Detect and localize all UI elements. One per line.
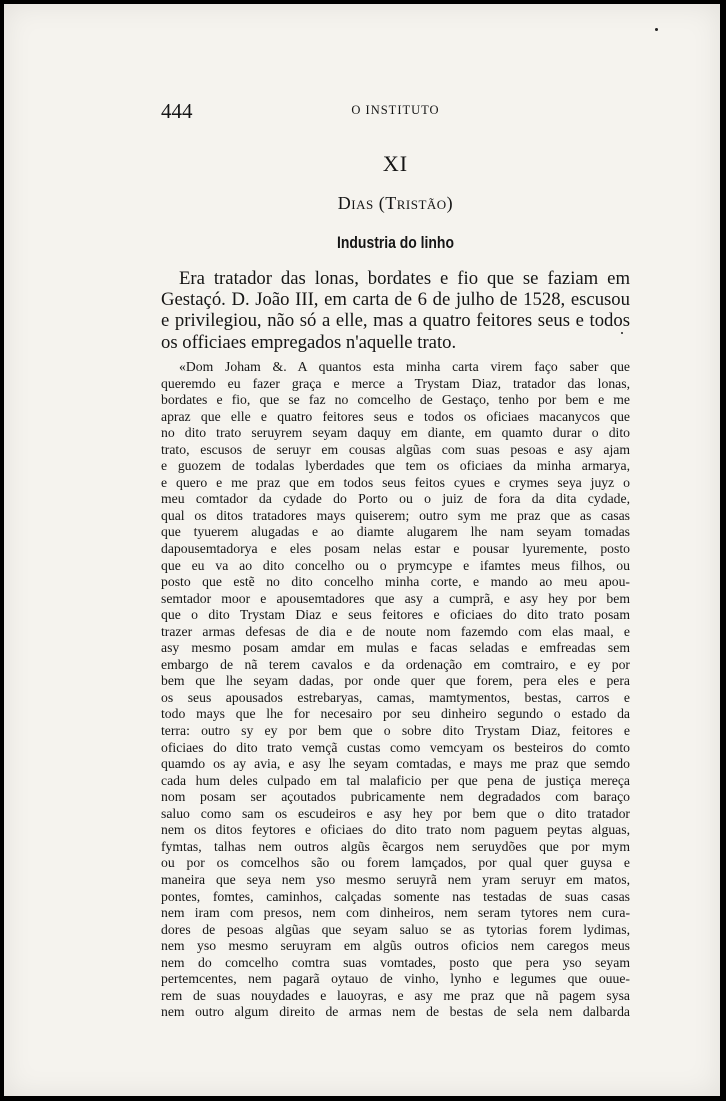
quote-line: fymtas, talhas nem outros algũs ẽcargos nem seruydões que por mym [161, 838, 630, 854]
quote-line: qual os ditos tratadores mays quiserem; outro sym me praz que as casas [161, 507, 630, 523]
scan-speck [655, 28, 658, 31]
quote-line: nem yso mesmo seruyram em algũs outros oficios nem caregos meus [161, 938, 630, 954]
quote-line: nom posam ser açoutados pubricamente nem degradados com baraço [161, 789, 630, 805]
quote-line: e quero e me praz que em todos seus feitos cyues e crymes seya juyz o [161, 474, 630, 490]
quote-line: pertemcentes, nem pagarã oytauo de vinho, lynho e legumes que ouue- [161, 971, 630, 987]
quote-line: apraz que elle e quatro feitores seus e todos os oficiaes macanycos que [161, 408, 630, 424]
quote-line: cada hum deles culpado em tal malaficio per que pena de justiça mereça [161, 772, 630, 788]
quote-line: nem do comcelho comtra suas vomtades, posto que pera yso seyam [161, 954, 630, 970]
quote-line: dores de pesoas algũas que seyam saluo se as tytorias forem lydimas, [161, 921, 630, 937]
section-name: Dias (Tristão) [337, 193, 454, 213]
page-header [161, 99, 630, 121]
quote-line: queremdo eu fazer graça e merce a Trystam Diaz, tratador das lonas, [161, 375, 630, 391]
quote-line: trato, escusos de seruyr em cousas algũas com suas pesoas e asy ajam [161, 441, 630, 457]
page-number: 444 [161, 99, 193, 123]
quote-line: que o dito Trystam Diaz e seus feitores e oficiaes do dito trato posam [161, 607, 630, 623]
intro-paragraph: Era tratador das lonas, bordates e fio que se faziam em Gestaçó. D. João III, em carta de 6 de julho de 1528, escusou e privilegiou, não só a elle, mas a quatro feitores seus e todos os officiaes empregados n'aquelle trato. [161, 268, 630, 353]
quote-line: pontes, fomtes, caminhos, calçadas somente nas testadas de suas casas [161, 888, 630, 904]
document-page [4, 4, 720, 1096]
quote-line: trazer armas defesas de dia e de noute nom fazemdo com elas maal, e [161, 623, 630, 639]
quote-line: que tyuerem alugadas e ao diamte alugarem lhe nam seyam tomadas [161, 524, 630, 540]
quote-line: no dito trato seruyrem seyam daquy em diante, em quamto durar o dito [161, 425, 630, 441]
section-number: XI [382, 151, 409, 176]
quote-line: meu comtador da cydade do Porto ou o juiz de fora da dita cydade, [161, 491, 630, 507]
quote-line: e guozem de todalas lyberdades que tem os oficiaes da minha armarya, [161, 458, 630, 474]
scan-speck [621, 332, 623, 334]
quoted-charter [161, 359, 630, 1021]
quote-line: os seus apousados estrebaryas, camas, mamtymentos, bestas, carros e [161, 689, 630, 705]
quote-line: nem outro algum direito de armas nem de bestas de sela nem dalbarda [161, 1004, 630, 1020]
quote-line: nem iram com presos, nem com dinheiros, nem seram tytores nem cura- [161, 905, 630, 921]
quote-line: quamdo os ay avia, e asy lhe seyam comtadas, e mays me praz que semdo [161, 756, 630, 772]
quote-line: maneira que seya nem yso mesmo seruyrã nem yram seruyr em matos, [161, 871, 630, 887]
quote-line: bordates e fio, que se faz no comcelho de Gestaço, tenho por bem e me [161, 392, 630, 408]
quote-line: bem que lhe seyam dadas, por onde quer que forem, pera eles e pera [161, 673, 630, 689]
quote-line: rem de suas nouydades e lauoyras, e asy me praz que nã pagem sysa [161, 987, 630, 1003]
quote-line: terra: outro sy ey por bem que o sobre dito Trystam Diaz, feitores e [161, 723, 630, 739]
quote-line: oficiaes do dito trato vemçã custas como vemcyam os besteiros do comto [161, 739, 630, 755]
quote-line: dapousemtadorya e eles posam nelas estar e pousar lyuremente, posto [161, 541, 630, 557]
quote-line: «Dom Joham &. A quantos esta minha carta virem faço saber que [179, 359, 630, 374]
quote-line: embargo de nã terem cavalos e da ordenação em comtrairo, e ey por [161, 656, 630, 672]
running-head: O INSTITUTO [351, 103, 440, 117]
quote-line: que eu va ao dito concelho ou o prymcype e ifamtes meus filhos, ou [161, 557, 630, 573]
quote-line: nem os ditos feytores e oficiaes do dito trato nom paguem peytas alguas, [161, 822, 630, 838]
quote-line: todo mays que lhe for necesairo por seu dinheiro segundo o estado da [161, 706, 630, 722]
section-subtitle: Industria do linho [337, 233, 454, 252]
quote-line: posto que estẽ no dito concelho minha corte, e mando ao meu apou- [161, 574, 630, 590]
quote-line: ou por os comcelhos são ou forem lamçados, por qual quer guysa e [161, 855, 630, 871]
quote-line: semtador moor e apousemtadores que asy a cumprã, e asy hey por bem [161, 590, 630, 606]
quote-line: asy mesmo posam amdar em mulas e facas seladas e emfreadas sem [161, 640, 630, 656]
quote-line: saluo como sam os escudeiros e asy hey por bem que o dito tratador [161, 805, 630, 821]
